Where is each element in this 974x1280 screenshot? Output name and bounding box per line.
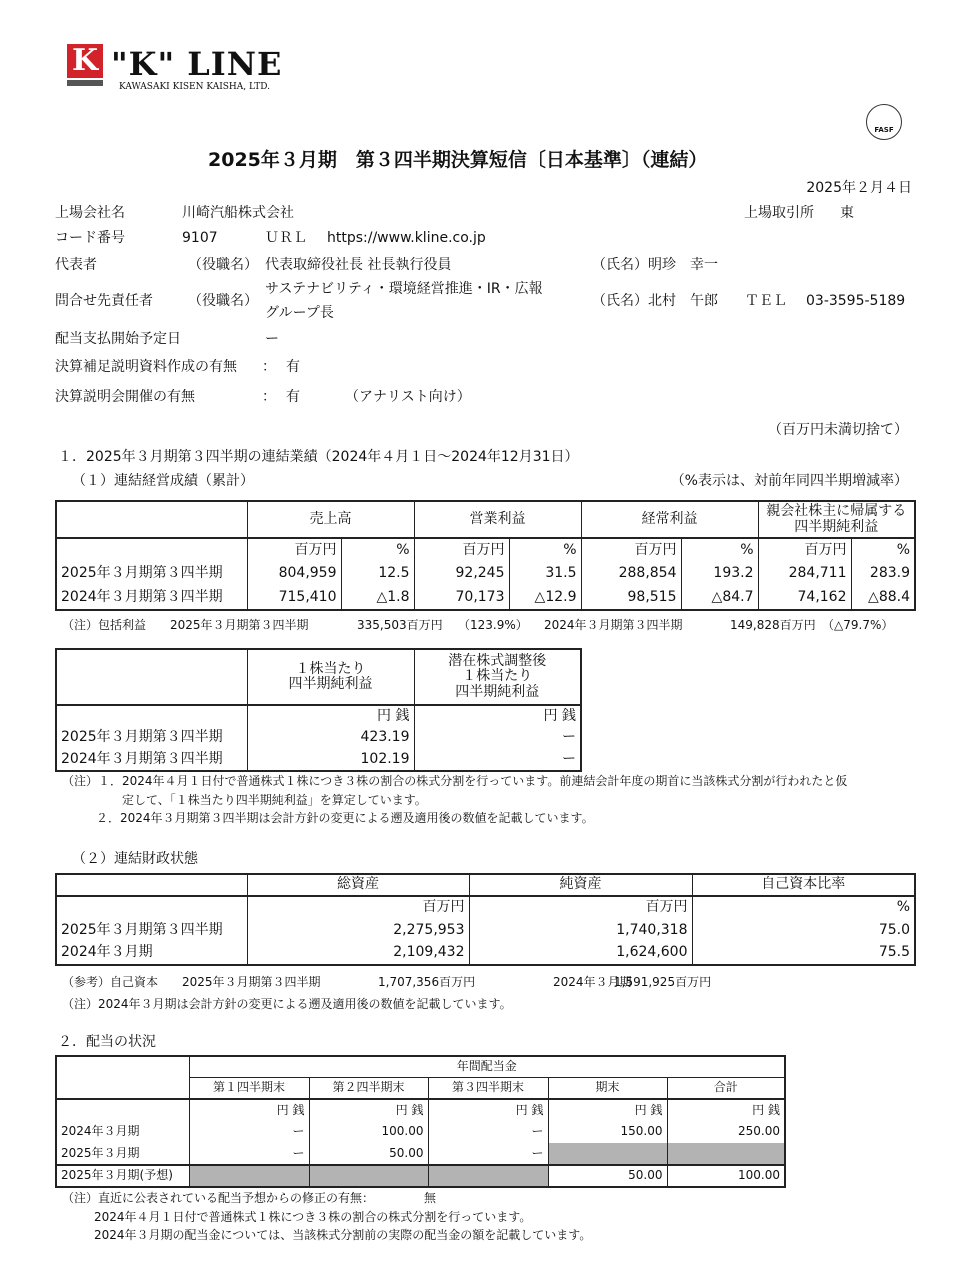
note: 2024年３月期の配当金については、当該株式分割前の実際の配当金の額を記載しています。 <box>94 1228 592 1242</box>
table-cell: 804,959 <box>247 562 341 586</box>
column-header: 純資産 <box>469 874 692 896</box>
company-name: 川崎汽船株式会社 <box>182 205 294 221</box>
table-cell: % <box>851 538 915 562</box>
dividends-table <box>55 1055 786 1188</box>
label: コード番号 <box>55 230 125 246</box>
representative-name: 明珍 幸一 <box>648 257 718 273</box>
column-header: 第３四半期末 <box>428 1077 548 1099</box>
colon: ： <box>262 359 276 375</box>
table-cell: 283.9 <box>851 562 915 586</box>
table-cell: 50.00 <box>309 1143 428 1165</box>
table-cell: % <box>341 538 414 562</box>
logo-name: "K" LINE <box>111 45 283 83</box>
column-header: 自己資本比率 <box>692 874 915 896</box>
column-header: 親会社株主に帰属する 四半期純利益 <box>758 501 915 538</box>
table-cell: 70,173 <box>414 586 509 610</box>
table-row <box>56 562 915 586</box>
representative-title: 代表取締役社長 社長執行役員 <box>265 257 452 273</box>
label: （役職名） <box>188 257 258 273</box>
table-cell <box>667 1143 785 1165</box>
table-cell: 284,711 <box>758 562 851 586</box>
table-cell: 288,854 <box>581 562 681 586</box>
table-cell: 円 銭 <box>414 705 581 727</box>
table-cell <box>548 1143 667 1165</box>
report-date: 2025年２月４日 <box>806 180 912 196</box>
table-cell: ー <box>428 1143 548 1165</box>
equity-reference: 1,707,356百万円 <box>378 975 476 989</box>
row-label: 2025年３月期(予想) <box>56 1165 189 1187</box>
group-header-row <box>56 1056 785 1077</box>
table-cell: ー <box>428 1121 548 1143</box>
row-label: 2025年３月期第３四半期 <box>56 919 247 942</box>
company-url-link[interactable]: https://www.kline.co.jp <box>327 230 486 246</box>
supplementary-materials: 有 <box>286 359 300 375</box>
section-heading: ２．配当の状況 <box>58 1034 156 1050</box>
table-cell: 12.5 <box>341 562 414 586</box>
corner-cell <box>56 874 247 896</box>
row-label: 2024年３月期 <box>56 1121 189 1143</box>
column-header: 合計 <box>667 1077 785 1099</box>
table-cell: 2,275,953 <box>247 919 469 942</box>
row-label: 2024年３月期 <box>56 942 247 965</box>
note-value: 無 <box>424 1191 437 1205</box>
comprehensive-income-note: （123.9%） <box>458 618 528 632</box>
stock-code: 9107 <box>182 230 218 246</box>
table-cell: 715,410 <box>247 586 341 610</box>
table-row <box>56 586 915 610</box>
table-cell: 円 銭 <box>247 705 414 727</box>
logo-mark: K <box>67 44 103 78</box>
column-header: 営業利益 <box>414 501 581 538</box>
table-cell <box>428 1165 548 1187</box>
corner-cell <box>56 1056 189 1099</box>
table-cell: % <box>692 896 915 919</box>
section-heading: １．2025年３月期第３四半期の連結業績（2024年４月１日～2024年12月31日） <box>58 449 579 465</box>
table-cell: 百万円 <box>414 538 509 562</box>
table-cell: 100.00 <box>309 1121 428 1143</box>
label: （氏名） <box>592 257 648 273</box>
row-label <box>56 538 247 562</box>
note: ２．2024年３月期第３四半期は会計方針の変更による遡及適用後の数値を記載しています。 <box>96 811 594 825</box>
label: 上場会社名 <box>55 205 125 221</box>
table-cell: 2,109,432 <box>247 942 469 965</box>
label: 決算補足説明資料作成の有無 <box>55 359 237 375</box>
contact-name: 北村 午郎 <box>648 293 718 309</box>
table-cell: 百万円 <box>247 538 341 562</box>
label: 決算説明会開催の有無 <box>55 389 195 405</box>
unit-row <box>56 705 581 727</box>
table-cell: 75.5 <box>692 942 915 965</box>
table-cell: 423.19 <box>247 727 414 749</box>
exchange: 東 <box>840 205 854 221</box>
row-label <box>56 705 247 727</box>
row-label <box>56 1099 189 1121</box>
kline-logo <box>67 44 287 94</box>
table-cell: 193.2 <box>681 562 758 586</box>
table-row <box>56 727 581 749</box>
header-row <box>56 874 915 896</box>
contact-tel: 03-3595-5189 <box>806 293 906 309</box>
table-cell: 102.19 <box>247 749 414 771</box>
table-cell: 98,515 <box>581 586 681 610</box>
table-cell: △1.8 <box>341 586 414 610</box>
column-header: 売上高 <box>247 501 414 538</box>
row-label: 2025年３月期第３四半期 <box>56 727 247 749</box>
row-label: 2025年３月期第３四半期 <box>56 562 247 586</box>
unit-row <box>56 896 915 919</box>
contact-title-2: グループ長 <box>265 305 334 321</box>
table-cell: 50.00 <box>548 1165 667 1187</box>
column-header: 潜在株式調整後 １株当たり 四半期純利益 <box>414 649 581 705</box>
eps-table <box>55 648 582 772</box>
label: ＵＲＬ <box>265 230 307 246</box>
note: （注）2024年３月期は会計方針の変更による遡及適用後の数値を記載しています。 <box>62 997 512 1011</box>
unit-cell: 円 銭 <box>428 1099 548 1121</box>
rounding-note: （百万円未満切捨て） <box>768 422 908 438</box>
comprehensive-income-note: （△79.7%） <box>822 618 894 632</box>
table-cell: 100.00 <box>667 1165 785 1187</box>
comprehensive-income-note: 149,828百万円 <box>730 618 816 632</box>
column-header: 総資産 <box>247 874 469 896</box>
label: 代表者 <box>55 257 97 273</box>
table-cell: % <box>681 538 758 562</box>
corner-cell <box>56 649 247 705</box>
unit-cell: 円 銭 <box>667 1099 785 1121</box>
table-cell: 74,162 <box>758 586 851 610</box>
table-row <box>56 749 581 771</box>
label: ＴＥＬ <box>745 293 787 309</box>
table-cell <box>309 1165 428 1187</box>
table-cell: △88.4 <box>851 586 915 610</box>
row-label <box>56 896 247 919</box>
column-header: １株当たり 四半期純利益 <box>247 649 414 705</box>
label: 問合せ先責任者 <box>55 293 153 309</box>
percent-note: （%表示は、対前年同四半期増減率） <box>670 473 908 489</box>
logo-subtitle: KAWASAKI KISEN KAISHA, LTD. <box>119 82 271 92</box>
table-row <box>56 942 915 965</box>
subsection-heading: （２）連結財政状態 <box>72 851 198 867</box>
note: 2024年４月１日付で普通株式１株につき３株の割合の株式分割を行っています。 <box>94 1210 532 1224</box>
table-cell: 75.0 <box>692 919 915 942</box>
table-cell: 百万円 <box>469 896 692 919</box>
colon: ： <box>262 389 276 405</box>
briefing-held: 有 <box>286 389 300 405</box>
label: （氏名） <box>592 293 648 309</box>
table-cell <box>189 1165 309 1187</box>
comprehensive-income-note: 335,503百万円 <box>357 618 443 632</box>
column-header: 経常利益 <box>581 501 758 538</box>
table-cell: △84.7 <box>681 586 758 610</box>
dividend-start-date: ー <box>265 331 279 347</box>
forecast-row <box>56 1165 785 1187</box>
header-row <box>56 649 581 705</box>
table-cell: 百万円 <box>581 538 681 562</box>
column-header: 第１四半期末 <box>189 1077 309 1099</box>
table-cell: 百万円 <box>247 896 469 919</box>
table-cell: 31.5 <box>509 562 581 586</box>
subsection-heading: （１）連結経営成績（累計） <box>72 473 254 489</box>
comprehensive-income-note: 2025年３月期第３四半期 <box>170 618 309 632</box>
note: （注）直近に公表されている配当予想からの修正の有無： <box>62 1191 375 1205</box>
header-row <box>56 501 915 538</box>
label: 配当支払開始予定日 <box>55 331 181 347</box>
row-label: 2024年３月期第３四半期 <box>56 586 247 610</box>
column-header: 期末 <box>548 1077 667 1099</box>
unit-cell: 円 銭 <box>309 1099 428 1121</box>
table-cell: 1,624,600 <box>469 942 692 965</box>
operating-results-table <box>55 500 916 611</box>
financial-position-table <box>55 873 916 966</box>
contact-title: サステナビリティ・環境経営推進・IR・広報 <box>265 281 543 297</box>
table-row <box>56 1121 785 1143</box>
fasf-seal: FASF <box>866 104 902 140</box>
table-cell: 92,245 <box>414 562 509 586</box>
unit-cell: 円 銭 <box>189 1099 309 1121</box>
table-cell: 1,740,318 <box>469 919 692 942</box>
equity-reference: 1,591,925百万円 <box>614 975 712 989</box>
table-row <box>56 1143 785 1165</box>
table-cell: 250.00 <box>667 1121 785 1143</box>
column-header: 第２四半期末 <box>309 1077 428 1099</box>
equity-reference: （参考）自己資本 <box>62 975 159 989</box>
equity-reference: 2024年３月期 <box>553 975 632 989</box>
corner-cell <box>56 501 247 538</box>
table-cell: 150.00 <box>548 1121 667 1143</box>
equity-reference: 2025年３月期第３四半期 <box>182 975 321 989</box>
label: 上場取引所 <box>744 205 814 221</box>
label: （役職名） <box>188 293 258 309</box>
table-cell: % <box>509 538 581 562</box>
table-cell: △12.9 <box>509 586 581 610</box>
row-label: 2024年３月期第３四半期 <box>56 749 247 771</box>
table-cell: ー <box>414 749 581 771</box>
note: 定して、「１株当たり四半期純利益」を算定しています。 <box>122 793 427 807</box>
briefing-note: （アナリスト向け） <box>345 389 471 405</box>
table-cell: ー <box>189 1143 309 1165</box>
table-row <box>56 919 915 942</box>
unit-row <box>56 1099 785 1121</box>
table-cell: ー <box>189 1121 309 1143</box>
note: （注）１．2024年４月１日付で普通株式１株につき３株の割合の株式分割を行っています。前連結会計年度の期首に当該株式分割が行われたと仮 <box>62 774 848 788</box>
table-cell: ー <box>414 727 581 749</box>
row-label: 2025年３月期 <box>56 1143 189 1165</box>
column-group-header: 年間配当金 <box>189 1056 785 1077</box>
unit-cell: 円 銭 <box>548 1099 667 1121</box>
table-cell: 百万円 <box>758 538 851 562</box>
unit-row <box>56 538 915 562</box>
page-title: 2025年３月期 第３四半期決算短信〔日本基準〕（連結） <box>208 149 708 171</box>
comprehensive-income-note: （注）包括利益 <box>62 618 147 632</box>
comprehensive-income-note: 2024年３月期第３四半期 <box>544 618 683 632</box>
